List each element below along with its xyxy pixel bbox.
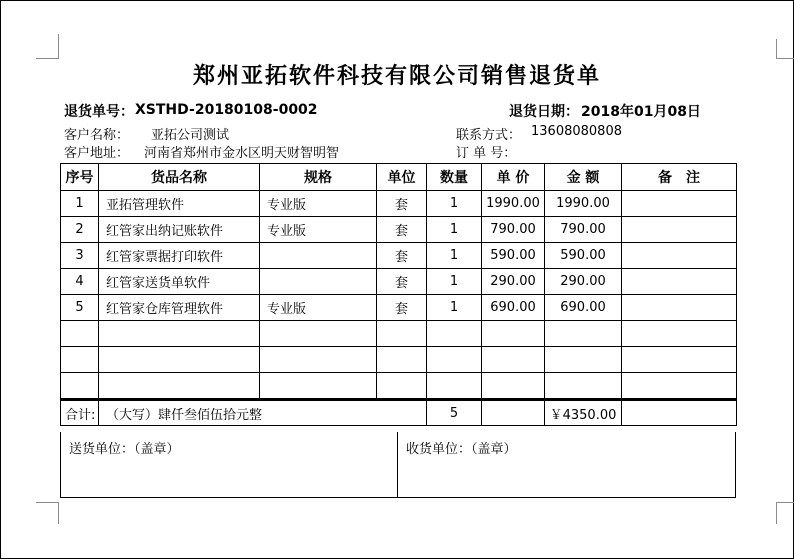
cell-unit: 套 — [377, 269, 427, 295]
cell-name — [99, 321, 260, 347]
print-margin-mark-bottom-right — [776, 502, 794, 524]
cell-remark — [622, 321, 737, 347]
table-header-row — [61, 164, 737, 191]
cell-spec — [260, 321, 377, 347]
print-margin-mark-top-right — [776, 39, 794, 59]
cell-seq — [61, 373, 99, 400]
table-row — [61, 295, 737, 321]
cell-qty: 1 — [427, 269, 482, 295]
cell-seq: 5 — [61, 295, 99, 321]
page-title: 郑州亚拓软件科技有限公司销售退货单 — [192, 64, 601, 89]
col-header-unit: 单位 — [377, 164, 427, 191]
cell-qty — [427, 321, 482, 347]
cell-spec — [260, 269, 377, 295]
cell-name: 红管家票据打印软件 — [99, 243, 260, 269]
total-label: 合计: — [61, 400, 99, 426]
table-row-empty — [61, 373, 737, 400]
copy-yellow-settle — [742, 328, 794, 388]
cell-qty: 1 — [427, 191, 482, 217]
table-row — [61, 269, 737, 295]
print-margin-mark-top-left — [36, 34, 59, 59]
cell-seq — [61, 321, 99, 347]
cell-name: 亚拓管理软件 — [99, 191, 260, 217]
cell-unit — [377, 373, 427, 400]
cell-remark — [622, 243, 737, 269]
cell-spec: 专业版 — [260, 191, 377, 217]
table-total-row — [61, 400, 737, 426]
cell-spec: 专业版 — [260, 295, 377, 321]
cell-price — [482, 347, 545, 373]
sales-return-form-page — [1, 1, 793, 558]
cell-price — [482, 321, 545, 347]
col-header-amount: 金 额 — [545, 164, 622, 191]
total-amount-in-words: （大写）肆仟叁佰伍拾元整 — [99, 400, 427, 426]
cell-remark — [622, 191, 737, 217]
cell-price: 1990.00 — [482, 191, 545, 217]
col-header-name: 货品名称 — [99, 164, 260, 191]
col-header-spec: 规格 — [260, 164, 377, 191]
customer-name-label: 客户名称： — [64, 128, 130, 143]
cell-unit — [377, 321, 427, 347]
cell-name: 红管家仓库管理软件 — [99, 295, 260, 321]
cell-qty — [427, 347, 482, 373]
cell-amount — [545, 321, 622, 347]
return-order-no-value: XSTHD-20180108-0002 — [135, 102, 318, 118]
cell-unit — [377, 347, 427, 373]
cell-amount: 290.00 — [545, 269, 622, 295]
cell-unit: 套 — [377, 191, 427, 217]
cell-remark — [622, 373, 737, 400]
copy-red-customer — [742, 255, 794, 315]
cell-unit: 套 — [377, 295, 427, 321]
cell-qty: 1 — [427, 243, 482, 269]
return-order-no-label: 退货单号： — [64, 104, 134, 120]
customer-address-label: 客户地址： — [64, 146, 130, 161]
cell-spec: 专业版 — [260, 217, 377, 243]
contact-label: 联系方式： — [456, 128, 522, 143]
cell-remark — [622, 217, 737, 243]
cell-amount: 590.00 — [545, 243, 622, 269]
return-date-value: 2018年01月08日 — [581, 104, 701, 120]
cell-price — [482, 373, 545, 400]
table-row — [61, 217, 737, 243]
table-row — [61, 191, 737, 217]
signature-section — [60, 432, 736, 498]
cell-amount — [545, 347, 622, 373]
sender-sign-cell: 送货单位：（盖章） — [61, 432, 398, 497]
cell-unit: 套 — [377, 243, 427, 269]
table-row — [61, 243, 737, 269]
copy-color-legend — [742, 182, 794, 491]
cell-seq: 4 — [61, 269, 99, 295]
cell-spec — [260, 373, 377, 400]
cell-price: 590.00 — [482, 243, 545, 269]
total-qty: 5 — [427, 400, 482, 426]
total-price — [482, 400, 545, 426]
cell-price: 290.00 — [482, 269, 545, 295]
customer-address-value: 河南省郑州市金水区明天财智明智 — [144, 146, 340, 161]
cell-amount — [545, 373, 622, 400]
items-table — [60, 163, 737, 426]
col-header-qty: 数量 — [427, 164, 482, 191]
receiver-sign-cell: 收货单位：（盖章） — [406, 442, 517, 457]
customer-name-value: 亚拓公司测试 — [151, 128, 230, 143]
table-row-empty — [61, 347, 737, 373]
cell-remark — [622, 347, 737, 373]
cell-seq: 3 — [61, 243, 99, 269]
cell-spec — [260, 243, 377, 269]
total-amount: ￥4350.00 — [545, 400, 622, 426]
cell-unit: 套 — [377, 217, 427, 243]
cell-amount: 790.00 — [545, 217, 622, 243]
copy-white-stub — [742, 182, 794, 242]
cell-remark — [622, 295, 737, 321]
cell-qty — [427, 373, 482, 400]
total-remark — [622, 400, 737, 426]
table-row-empty — [61, 321, 737, 347]
col-header-remark: 备 注 — [622, 164, 737, 191]
copy-green-finance — [742, 401, 794, 491]
cell-amount: 690.00 — [545, 295, 622, 321]
cell-qty: 1 — [427, 295, 482, 321]
cell-qty: 1 — [427, 217, 482, 243]
col-header-seq: 序号 — [61, 164, 99, 191]
cell-name: 红管家出纳记账软件 — [99, 217, 260, 243]
contact-value: 13608080808 — [531, 124, 622, 139]
cell-price: 790.00 — [482, 217, 545, 243]
cell-spec — [260, 347, 377, 373]
print-margin-mark-bottom-left — [36, 502, 59, 524]
cell-price: 690.00 — [482, 295, 545, 321]
cell-name — [99, 373, 260, 400]
cell-amount: 1990.00 — [545, 191, 622, 217]
cell-seq: 1 — [61, 191, 99, 217]
cell-seq: 2 — [61, 217, 99, 243]
purchase-order-label: 订 单 号： — [456, 146, 517, 161]
return-date-label: 退货日期： — [509, 104, 579, 120]
cell-name: 红管家送货单软件 — [99, 269, 260, 295]
cell-seq — [61, 347, 99, 373]
cell-name — [99, 347, 260, 373]
cell-remark — [622, 269, 737, 295]
col-header-price: 单 价 — [482, 164, 545, 191]
